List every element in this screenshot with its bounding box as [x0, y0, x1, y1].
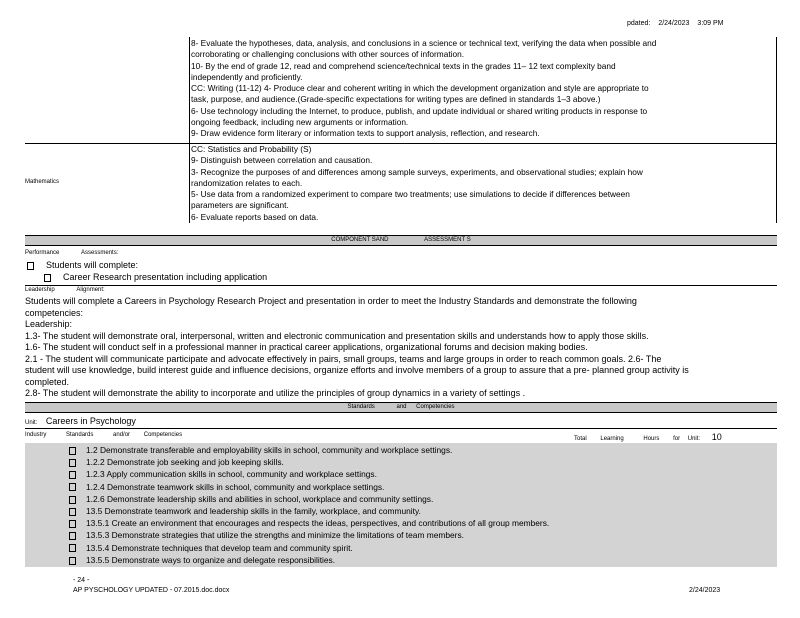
paragraph-line: competencies:	[25, 307, 84, 318]
subject-label: Mathematics	[25, 179, 60, 185]
list-item-text: 13.5.4 Demonstrate techniques that develop team and community spirit.	[86, 542, 353, 553]
updated-date: 2/24/2023	[658, 20, 690, 27]
standards-table	[25, 37, 777, 223]
bullet-icon	[27, 262, 34, 270]
list-item-text: 1.2 Demonstrate transferable and employability skills in school, community and workplace settings.	[86, 445, 453, 455]
band-text: Standards	[347, 404, 375, 410]
updated-time: 3:09 PM	[697, 20, 724, 27]
bullet-icon	[69, 471, 76, 479]
list-item	[44, 272, 267, 284]
paragraph-line: Leadership:	[25, 319, 73, 329]
competency-list	[25, 443, 777, 566]
table-divider	[189, 37, 190, 223]
standard-line: randomization relates to each.	[191, 177, 303, 188]
paragraph-line: 1.3- The student will demonstrate oral, interpersonal, written and electronic communication and presentation skills and understands how to apply those skills.	[25, 330, 649, 341]
standard-line: 9- Distinguish between correlation and causation.	[191, 155, 373, 166]
standard-line: CC: Writing (11-12) 4- Produce clear and coherent writing in which the development organization and style are appropriate to	[191, 83, 649, 94]
label-text: Standards	[66, 432, 94, 438]
list-item-text: Students will complete:	[46, 260, 139, 270]
list-item-text: 13.5 Demonstrate teamwork and leadership skills in the family, workplace, and community.	[86, 506, 421, 517]
total-hours-label	[574, 432, 722, 442]
standard-line: 6- Use technology including the Internet, to produce, publish, and update individual or shared writing products in response to	[191, 105, 648, 116]
list-item	[69, 456, 777, 468]
industry-standards-label	[25, 432, 182, 438]
standard-line: 8- Evaluate the hypotheses, data, analysis, and conclusions in a science or technical text, verifying the data when possible and	[191, 38, 657, 48]
label-text: and/or	[113, 432, 131, 438]
bullet-icon	[69, 496, 76, 504]
bullet-icon	[69, 544, 76, 552]
paragraph-line: student will use knowledge, build interest guide and influence decisions, organize efforts and involve members of a group to assure that a pre- planned group activity is	[25, 365, 689, 375]
list-item-text: 1.2.2 Demonstrate job seeking and job keeping skills.	[86, 457, 284, 468]
perf-label: Performance	[25, 250, 60, 256]
components-assessments-band	[25, 235, 777, 246]
list-item	[69, 468, 777, 480]
assess-label: Assessments:	[81, 250, 119, 256]
page-number: - 24 -	[73, 577, 90, 584]
list-item-text: 1.2.3 Apply communication skills in school, community and workplace settings.	[86, 469, 377, 480]
band-text: Competencies	[416, 404, 455, 410]
list-item	[69, 505, 777, 517]
bullet-icon	[69, 483, 76, 491]
unit-label: Unit:	[25, 420, 38, 426]
bullet-icon	[69, 447, 76, 455]
leadership-alignment-label	[25, 287, 105, 293]
lead-label: Leadership	[25, 287, 55, 293]
paragraph-line: 2.1 - The student will communicate participate and advocate effectively in pairs, small groups, teams and large groups in order to reach common goals. 2.6- The	[25, 353, 662, 364]
label-text: Industry	[25, 432, 47, 438]
standard-line: task, purpose, and audience.(Grade-specific expectations for writing types are defined in standards 1–3 above.)	[191, 94, 601, 105]
updated-label: pdated:	[627, 20, 651, 27]
standard-line: independently and proficiently.	[191, 71, 303, 82]
list-item-text: 13.5.5 Demonstrate ways to organize and delegate responsibilities.	[86, 554, 336, 565]
standard-line: 9- Draw evidence form literary or information texts to support analysis, reflection, and research.	[191, 128, 540, 139]
divider	[25, 285, 777, 286]
list-item-text: 1.2.6 Demonstrate leadership skills and abilities in school, workplace and community settings.	[86, 493, 434, 504]
bullet-icon	[69, 557, 76, 565]
label-text: Learning	[600, 436, 624, 442]
standard-line: parameters are significant.	[191, 200, 289, 211]
band-text: ASSESSMENT S	[424, 237, 471, 243]
list-item-text: 13.5.3 Demonstrate strategies that utilize the strengths and minimize the limitations of team members.	[86, 530, 464, 541]
standard-line: corroborating or challenging conclusions with other sources of information.	[191, 49, 465, 60]
standards-competencies-band	[25, 402, 777, 413]
bullet-icon	[69, 520, 76, 528]
divider	[25, 428, 777, 429]
bullet-icon	[69, 459, 76, 467]
paragraph-line: 2.8- The student will demonstrate the ability to incorporate and utilize the principles of group dynamics in a variety of settings .	[25, 388, 526, 398]
footer-date: 2/24/2023	[689, 587, 721, 594]
competency-list-panel	[25, 443, 777, 567]
bullet-icon	[69, 508, 76, 516]
align-label: Alignment:	[76, 287, 105, 293]
paragraph-line: 1.6- The student will conduct self in a professional manner in practical career applications, organizational forums and decision making bodies.	[25, 342, 588, 352]
list-item	[69, 481, 777, 493]
performance-label	[25, 250, 118, 256]
band-text: COMPONENT SAND	[331, 237, 389, 243]
list-item-text: 1.2.4 Demonstrate teamwork skills in school, community and workplace settings.	[86, 481, 385, 492]
hours-value: 10	[711, 432, 722, 442]
band-text: and	[396, 404, 407, 410]
updated-stamp	[627, 20, 730, 27]
ela-standards-cell	[191, 38, 656, 140]
standard-line: ongoing feedback, including new arguments or information.	[191, 117, 409, 128]
bullet-icon	[44, 274, 51, 282]
list-item	[69, 554, 777, 566]
label-text: Competencies	[143, 432, 183, 438]
list-item	[27, 260, 138, 272]
leadership-text	[25, 296, 689, 400]
standard-line: 10- By the end of grade 12, read and comprehend science/technical texts in the grades 11– 12 text complexity band	[191, 60, 616, 71]
label-text: Hours	[643, 436, 660, 442]
paragraph-line: completed.	[25, 376, 70, 387]
bullet-icon	[69, 532, 76, 540]
unit-value: Careers in Psychology	[45, 416, 136, 426]
list-item	[69, 493, 777, 505]
math-standards-cell	[191, 144, 643, 223]
list-item-text: Career Research presentation including application	[63, 272, 268, 282]
list-item	[69, 529, 777, 541]
unit-row	[25, 416, 136, 426]
paragraph-line: Students will complete a Careers in Psychology Research Project and presentation in order to meet the Industry Standards and demonstrate the following	[25, 296, 637, 306]
table-border-right	[776, 37, 777, 223]
label-text: Total	[574, 436, 587, 442]
standard-line: 3- Recognize the purposes of and differences among sample surveys, experiments, and observational studies; explain how	[191, 166, 643, 177]
label-text: for	[673, 436, 681, 442]
standard-line: 5- Use data from a randomized experiment to compare two treatments; use simulations to decide if differences between	[191, 189, 630, 200]
list-item-text: 13.5.1 Create an environment that encourages and respects the ideas, perspectives, and contributions of all group members.	[86, 518, 550, 529]
list-item	[69, 517, 777, 529]
standard-line: CC: Statistics and Probability (S)	[191, 144, 312, 154]
list-item	[69, 542, 777, 554]
list-item	[69, 444, 777, 456]
label-text: Unit:	[687, 436, 701, 442]
file-name: AP PYSCHOLOGY UPDATED - 07.2015.doc.docx	[73, 587, 230, 594]
standard-line: 6- Evaluate reports based on data.	[191, 211, 319, 222]
